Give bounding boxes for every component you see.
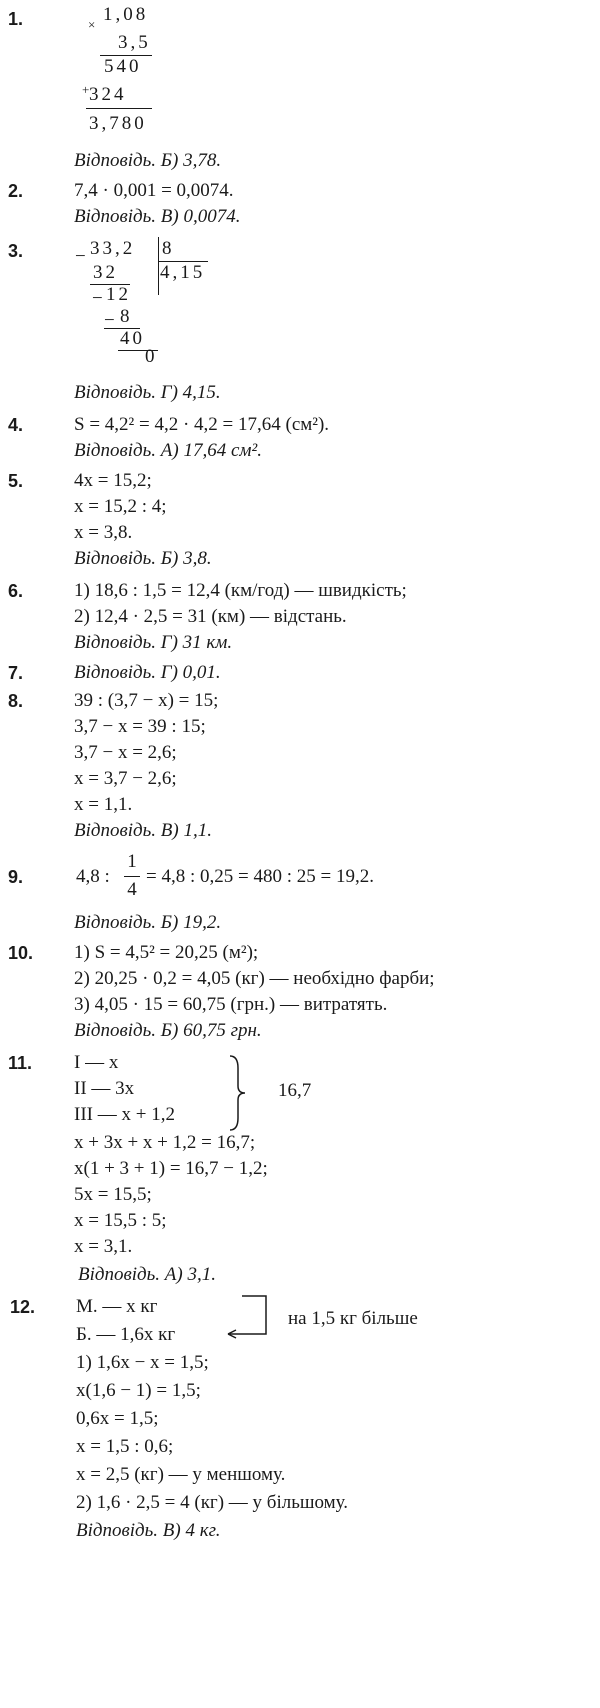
problem-1-number: 1.	[8, 9, 24, 29]
problem-10-number: 10.	[8, 943, 34, 963]
problem-11-line-2: x(1 + 3 + 1) = 16,7 − 1,2;	[74, 1158, 268, 1179]
answer-5: Відповідь. Б) 3,8.	[74, 548, 212, 569]
problem-11-line-3: 5x = 15,5;	[74, 1184, 152, 1205]
brace-total: 16,7	[278, 1080, 312, 1101]
quotient: 4,15	[160, 262, 206, 283]
problem-5-number: 5.	[8, 471, 24, 491]
fraction-denominator: 4	[127, 879, 137, 900]
problem-10-line-3: 3) 4,05 · 15 = 60,75 (грн.) — витратять.	[74, 994, 388, 1015]
step-3: 8	[120, 306, 133, 327]
divisor: 8	[162, 238, 175, 259]
brace-line-1: М. — x кг	[76, 1296, 158, 1317]
product: 3,780	[89, 113, 147, 134]
problem-12-line-6: 2) 1,6 · 2,5 = 4 (кг) — у більшому.	[76, 1492, 349, 1513]
minus-sign: −	[92, 288, 103, 309]
problem-10-line-1: 1) S = 4,5² = 20,25 (м²);	[74, 942, 259, 963]
problem-5-line-2: x = 15,2 : 4;	[74, 496, 167, 517]
answer-6: Відповідь. Г) 31 км.	[74, 632, 233, 653]
problem-8-line-4: x = 3,7 − 2,6;	[74, 768, 177, 789]
problem-3-number: 3.	[8, 241, 24, 261]
problem-6-line-2: 2) 12,4 · 2,5 = 31 (км) — відстань.	[74, 606, 347, 627]
right-brace-icon	[228, 1054, 248, 1132]
rule	[86, 108, 152, 109]
step-remainder: 0	[145, 346, 158, 367]
bracket-arrow-icon	[222, 1294, 272, 1340]
partial-2: 324	[89, 84, 127, 105]
problem-8-line-3: 3,7 − x = 2,6;	[74, 742, 177, 763]
answer-10: Відповідь. Б) 60,75 грн.	[74, 1020, 262, 1041]
answer-12: Відповідь. В) 4 кг.	[76, 1520, 221, 1541]
problem-12-number: 12.	[10, 1297, 36, 1317]
problem-5-line-1: 4x = 15,2;	[74, 470, 152, 491]
answer-9: Відповідь. Б) 19,2.	[74, 912, 222, 933]
minus-sign: −	[75, 246, 86, 267]
problem-6-line-1: 1) 18,6 : 1,5 = 12,4 (км/год) — швидкість;	[74, 580, 407, 601]
division-bar	[158, 237, 159, 295]
problem-5-line-3: x = 3,8.	[74, 522, 133, 543]
problem-7-number: 7.	[8, 663, 24, 683]
step-4: 40	[120, 328, 145, 349]
answer-2: Відповідь. В) 0,0074.	[74, 206, 241, 227]
problem-8-number: 8.	[8, 691, 24, 711]
problem-8-line-5: x = 1,1.	[74, 794, 133, 815]
problem-8-line-1: 39 : (3,7 − x) = 15;	[74, 690, 219, 711]
plus-sign: +	[82, 82, 90, 97]
problem-4-line: S = 4,2² = 4,2 · 4,2 = 17,64 (см²).	[74, 414, 330, 435]
problem-8-line-2: 3,7 − x = 39 : 15;	[74, 716, 206, 737]
problem-2-line: 7,4 · 0,001 = 0,0074.	[74, 180, 234, 201]
problem-10-line-2: 2) 20,25 · 0,2 = 4,05 (кг) — необхідно фарби;	[74, 968, 435, 989]
brace-line-1: I — x	[74, 1052, 119, 1073]
problem-11-line-1: x + 3x + x + 1,2 = 16,7;	[74, 1132, 256, 1153]
answer-4: Відповідь. А) 17,64 см².	[74, 440, 262, 461]
fraction-bar	[124, 876, 140, 877]
problem-9-post: = 4,8 : 0,25 = 480 : 25 = 19,2.	[146, 866, 374, 887]
minus-sign: −	[104, 310, 115, 331]
problem-11-line-4: x = 15,5 : 5;	[74, 1210, 167, 1231]
problem-9-pre: 4,8 :	[76, 866, 110, 887]
dividend: 33,2	[90, 238, 136, 259]
problem-11-line-5: x = 3,1.	[74, 1236, 133, 1257]
factor-1: 1,08	[103, 4, 149, 25]
answer-3: Відповідь. Г) 4,15.	[74, 382, 221, 403]
problem-12-line-1: 1) 1,6x − x = 1,5;	[76, 1352, 209, 1373]
fraction-numerator: 1	[127, 851, 137, 872]
brace-note: на 1,5 кг більше	[288, 1308, 418, 1329]
factor-2: 3,5	[118, 32, 151, 53]
problem-12-line-2: x(1,6 − 1) = 1,5;	[76, 1380, 201, 1401]
answer-11: Відповідь. А) 3,1.	[78, 1264, 216, 1285]
problem-11-number: 11.	[8, 1053, 33, 1073]
problem-2-number: 2.	[8, 181, 24, 201]
answer-8: Відповідь. В) 1,1.	[74, 820, 212, 841]
partial-1: 540	[104, 56, 142, 77]
problem-6-number: 6.	[8, 581, 24, 601]
problem-12-line-3: 0,6x = 1,5;	[76, 1408, 159, 1429]
step-2: 12	[106, 284, 131, 305]
answer-7: Відповідь. Г) 0,01.	[74, 662, 221, 683]
brace-line-3: III — x + 1,2	[74, 1104, 175, 1125]
problem-9-number: 9.	[8, 867, 24, 887]
answer-1: Відповідь. Б) 3,78.	[74, 150, 222, 171]
brace-line-2: Б. — 1,6x кг	[76, 1324, 176, 1345]
step-1: 32	[93, 262, 118, 283]
multiply-sign: ×	[88, 17, 96, 32]
problem-12-line-5: x = 2,5 (кг) — у меншому.	[76, 1464, 286, 1485]
problem-4-number: 4.	[8, 415, 24, 435]
brace-line-2: II — 3x	[74, 1078, 135, 1099]
problem-12-line-4: x = 1,5 : 0,6;	[76, 1436, 174, 1457]
